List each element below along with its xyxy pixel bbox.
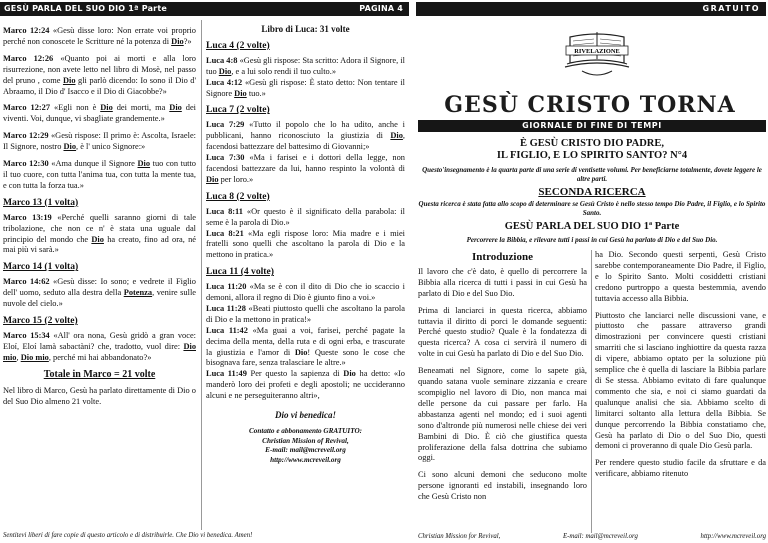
verse-luca-4-8: Luca 4:8 «Gesù gli rispose: Sta scritto: Adora il Signore, il tuo Dio, e a lui solo rendi il tuo culto.» xyxy=(206,55,405,76)
intro-paragraph-2: Prima di lanciarci in questa ricerca, abbiamo tuttavia il diritto di porci le domande seguenti: Perché questo studio? Quale è la fondatezza di questa ricerca? A cosa ci servirà il numero di volte in cui Gesù ha parlato di Dio e del Suo Dio. xyxy=(418,305,587,359)
right-column-luca xyxy=(206,24,405,465)
verse-luca-7-30: Luca 7:30 «Ma i farisei e i dottori della legge, non facendosi battezzare da lui, hanno respinto la volontà di Dio per loro.» xyxy=(206,153,405,184)
blessing: Dio vi benedica! xyxy=(275,410,336,421)
question-description: Questo'insegnamento è la quarta parte di una serie di ventisette volumi. Per beneficiarne totalmente, dovete leggere le altre parti. xyxy=(422,166,762,183)
heading-marco-14: Marco 14 (1 volta) xyxy=(3,261,79,273)
verse-luca-8-21: Luca 8:21 «Ma egli rispose loro: Mia madre e i miei fratelli sono quelli che ascoltano la parola di Dio e la mettono in pratica.» xyxy=(206,228,405,260)
verse-marco-12-29: Marco 12:29 «Gesù rispose: Il primo è: Ascolta, Israele: Il Signore, nostro Dio, è l' unico Signore:» xyxy=(3,131,196,152)
part-title: GESÙ PARLA DEL SUO DIO 1ª Parte xyxy=(504,221,680,232)
verse-marco-15-34: Marco 15:34 «All' ora nona, Gesù gridò a gran voce: Eloí, Eloí lamà sabactàni? che, tradotto, vuol dire: Dio mio, Dio mio, perché mi hai abbandonato?» xyxy=(3,330,196,362)
right-page xyxy=(412,0,768,543)
page-number: PAGINA 4 xyxy=(359,4,403,13)
heading-marco-15: Marco 15 (2 volte) xyxy=(3,314,78,326)
verse-marco-12-30: Marco 12:30 «Ama dunque il Signore Dio tuo con tutto il tuo cuore, con tutta l'anima tua, con tutta la mente tua, e con tutta la forza tua.» xyxy=(3,159,196,190)
part-description: Percorrere la Bibbia, e rilevare tutti i passi in cui Gesù ha parlato di Dio e del Suo Dio. xyxy=(466,236,718,244)
heading-luca-7: Luca 7 (2 volte) xyxy=(206,104,270,116)
heading-luca-4: Luca 4 (2 volte) xyxy=(206,39,270,51)
footer-web[interactable]: http://www.mcreveil.org xyxy=(700,533,766,540)
verse-luca-11-49: Luca 11:49 Per questo la sapienza di Dio ha detto: «Io manderò loro dei profeti e degli apostoli; ne uccideranno alcuni e ne perseguiteranno altri», xyxy=(206,369,405,401)
verse-luca-7-29: Luca 7:29 «Tutto il popolo che lo ha udito, anche i pubblicani, hanno riconosciuto la giustizia di Dio, facendosi battezzare del battesimo di Giovanni;» xyxy=(206,120,405,152)
verse-marco-13-19: Marco 13:19 «Perché quelli saranno giorni di tale tribolazione, che non ce n' è stata una uguale dal principio del mondo che Dio ha creato, fino ad ora, né mai più vi sarà.» xyxy=(3,212,196,255)
heading-luca-8: Luca 8 (2 volte) xyxy=(206,190,270,202)
question-title: È GESÙ CRISTO DIO PADRE, IL FIGLIO, E LO SPIRITO SANTO? N°4 xyxy=(496,138,688,161)
masthead-subtitle: GIORNALE DI FINE DI TEMPI xyxy=(418,120,766,132)
verse-luca-8-11: Luca 8:11 «Or questo è il significato della parabola: il seme è la parola di Dio.» xyxy=(206,206,406,227)
contact-email[interactable]: E-mail: mail@mcreveil.org xyxy=(265,446,346,455)
left-footer: Sentitevi liberi di fare copie di questo articolo e di distribuirle. Che Dio vi benedica. Amen! xyxy=(3,532,253,539)
verse-marco-12-27: Marco 12:27 «Egli non è Dio dei morti, ma Dio dei viventi. Voi, dunque, vi sbagliate grandemente.» xyxy=(3,103,196,124)
intro-column xyxy=(418,250,587,509)
verse-marco-12-26: Marco 12:26 «Quanto poi ai morti e alla loro risurrezione, non avete letto nel libro di Mosè, nel passo del pruno , come Dio gli parlò dicendo: Io sono il Dio d' Abraamo, il Dio d' Isacco e il Dio di Giacobbe?» xyxy=(3,53,196,96)
masthead-title: GESÙ CRISTO TORNA xyxy=(444,92,736,118)
contact-web[interactable]: http://www.mcreveil.org xyxy=(270,455,341,464)
open-book-logo-icon xyxy=(562,23,632,81)
left-header-title: GESÙ PARLA DEL SUO DIO 1ª Parte xyxy=(4,4,167,13)
right-footer xyxy=(418,532,766,541)
right-header-bar xyxy=(416,2,766,16)
free-label: GRATUITO xyxy=(702,4,760,13)
luca-title: Libro di Luca: 31 volte xyxy=(261,24,350,34)
summary-marco: Nel libro di Marco, Gesù ha parlato direttamente di Dio o del Suo Dio almeno 21 volte. xyxy=(3,386,196,407)
section-title: SECONDA RICERCA xyxy=(538,186,646,198)
heading-marco-13: Marco 13 (1 volta) xyxy=(3,196,79,208)
total-marco: Totale in Marco = 21 volte xyxy=(43,368,156,380)
footer-email[interactable]: E-mail: mail@mcreveil.org xyxy=(563,533,638,540)
verse-luca-4-12: Luca 4:12 «Gesù gli rispose: È stato detto: Non tentare il Signore Dio tuo.» xyxy=(206,77,405,98)
left-header-bar xyxy=(0,2,409,16)
verse-luca-11-20: Luca 11:20 «Ma se è con il dito di Dio che io scaccio i demoni, allora il regno di Dio è giunto fino a voi.» xyxy=(206,282,405,303)
left-column-marco xyxy=(3,26,196,414)
col2-paragraph-3: Per rendere questo studio facile da sfruttare e da verificare, abbiamo ritenuto xyxy=(595,458,766,479)
col2-paragraph-1: ha Dio. Secondo questi serpenti, Gesù Cristo sarebbe contemporaneamente Dio Padre, il Figlio, e lo Spirito Santo. Molti cosiddetti cristiani credono purtroppo a questa bestemmia, avendo tuttavia accesso alla Bibbia. xyxy=(595,250,766,303)
intro-paragraph-4: Ci sono alcuni demoni che seducono molte persone ignoranti ed instabili, insegnando loro che Gesù Cristo non xyxy=(418,470,587,502)
contact-org: Christian Mission of Revival, xyxy=(262,436,349,445)
section-description: Questa ricerca è stata fatta allo scopo di determinare se Gesù Cristo è nello stesso tempo Dio Padre, il Figlio, e lo Spirito Santo. xyxy=(418,200,766,217)
verse-marco-14-62: Marco 14:62 «Gesù disse: Io sono; e vedrete il Figlio dell' uomo, seduto alla destra della Potenza, venire sulle nuvole del cielo.» xyxy=(3,277,196,309)
contact-box xyxy=(206,427,405,465)
verse-luca-11-42: Luca 11:42 «Ma guai a voi, farisei, perché pagate la decima della menta, della ruta e di ogni erba, e trascurate la giustizia e l'amor di Dio! Queste sono le cose che bisognava fare, senza tralasciare le altre.» xyxy=(206,325,405,368)
verse-marco-12-24: Marco 12:24 «Gesù disse loro: Non errate voi proprio perché non conoscete le Scritture né la potenza di Dio?» xyxy=(3,26,196,46)
column-divider xyxy=(201,20,202,530)
verse-luca-11-28: Luca 11:28 «Beati piuttosto quelli che ascoltano la parola di Dio e la mettono in pratica!» xyxy=(206,303,405,324)
col2-paragraph-2: Piuttosto che lanciarci nelle discussioni vane, e piuttosto che passare attraverso grandi dimostrazioni per convincere questi cristiani smarriti che si lasciano inghiottire da questa razza di vipere, abbiamo optato per la soluzione più semplice che è quella di lasciare la Bibbia parlare di Se stessa. Abbiamo evitato di fare qualunque commento che sia, e noi ci siamo guardati da qualunque analisi che sia. Abbiamo scelto di limitarci soltanto alla lettura della Bibbia. Se dunque percorrendo la Bibbia constatiamo che, Gesù ha parlato di Dio o del Suo Dio, questi demoni ci proveranno di quale Dio Gesù parla. xyxy=(595,310,766,451)
footer-org: Christian Mission for Revival, xyxy=(418,533,501,540)
column-divider-right xyxy=(591,250,592,533)
heading-luca-11: Luca 11 (4 volte) xyxy=(206,266,274,278)
logo-text: RIVELAZIONE xyxy=(574,48,620,55)
intro-paragraph-3: Beneamati nel Signore, come lo sapete già, quando satana vuole seminare zizzania e creare scompiglio nel lavoro di Dio, non manca mai delle persone da cui passare per farlo. Ha abbastanza agenti nel mondo; ed i suoi agenti sono d'altronde più numerosi nelle chiese dei veri Bambini di Dio. È ciò che giustifica questa proliferazione della falsa dottrina che subiamo oggi. xyxy=(418,366,587,463)
intro-column-2 xyxy=(595,250,766,486)
contact-title: Contatto e abbonamento GRATUITO: xyxy=(248,427,363,435)
intro-paragraph-1: Il lavoro che c'è dato, è quello di percorrere la Bibbia alla ricerca di tutti i passi in cui Gesù ha parlato di Dio e del Suo Dio. xyxy=(418,266,587,298)
intro-title: Introduzione xyxy=(472,251,533,263)
